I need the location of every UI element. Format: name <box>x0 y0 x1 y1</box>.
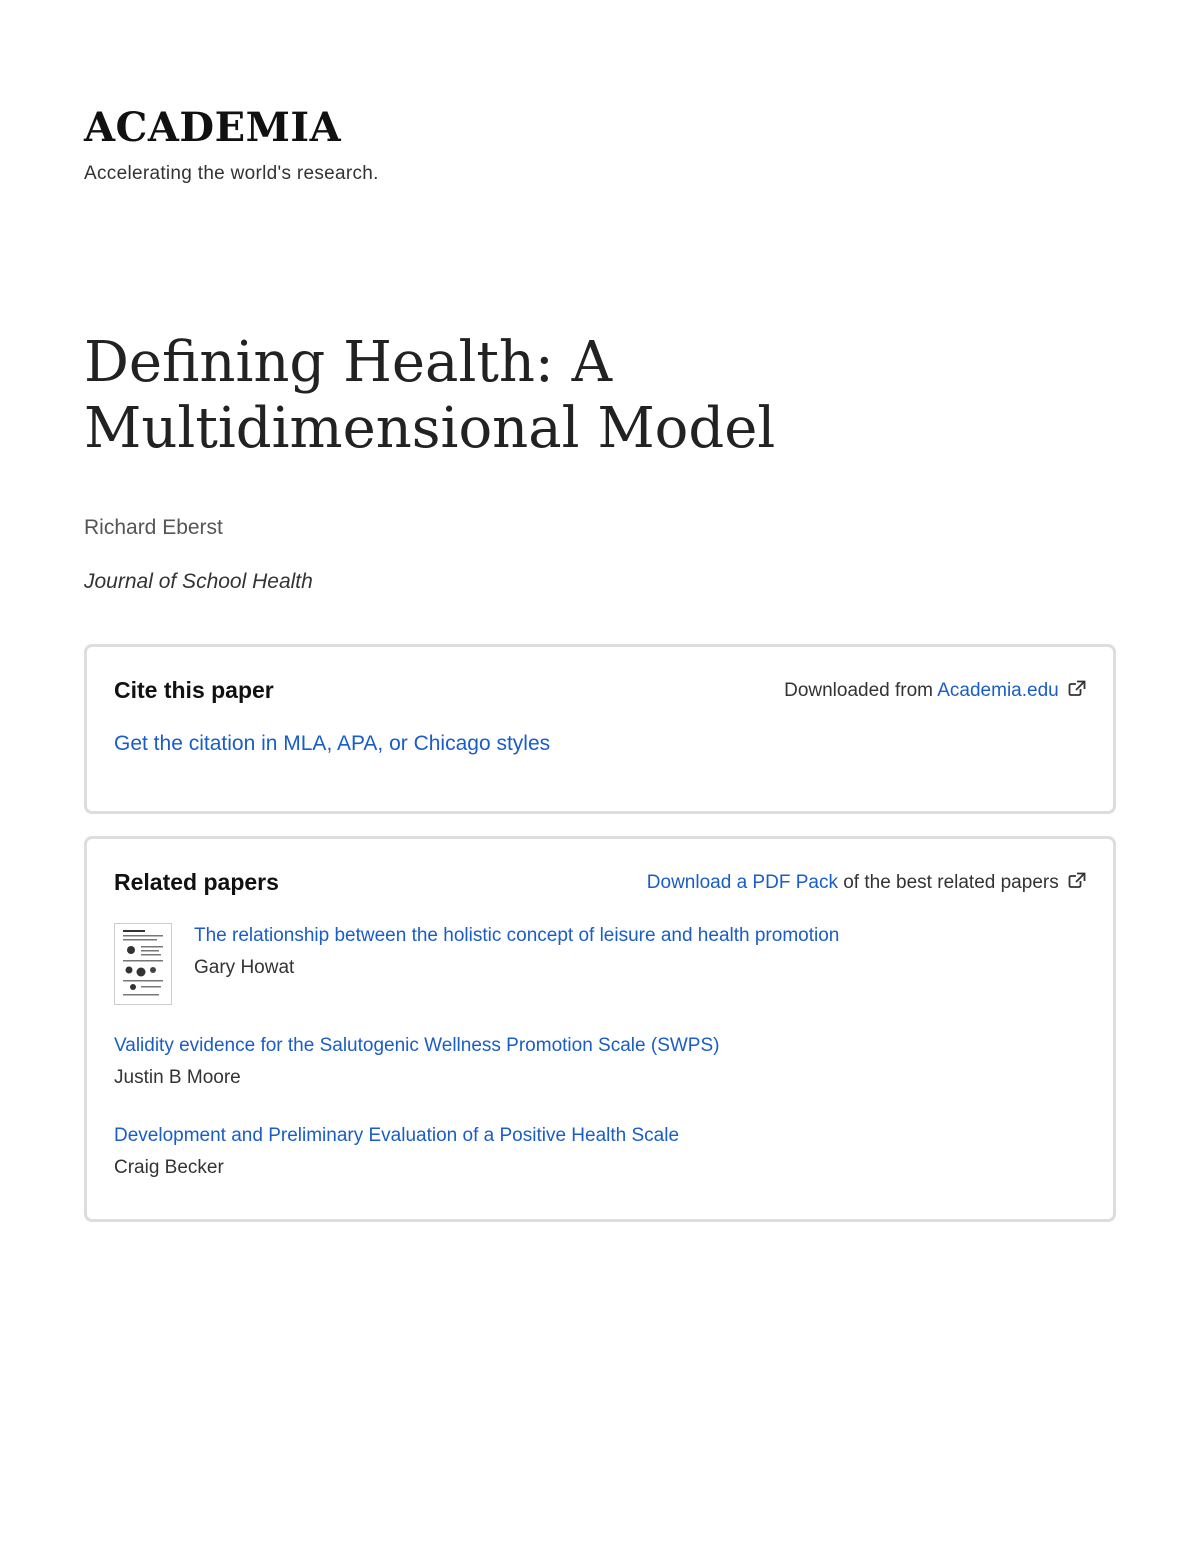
related-paper-title[interactable]: Validity evidence for the Salutogenic Wellness Promotion Scale (SWPS) <box>114 1035 720 1056</box>
download-pdf-pack-link[interactable]: Download a PDF Pack <box>646 872 838 893</box>
pdf-pack-note <box>647 872 1086 894</box>
related-paper-author: Justin B Moore <box>114 1067 241 1088</box>
paper-journal: Journal of School Health <box>84 570 313 593</box>
related-paper-title[interactable]: The relationship between the holistic concept of leisure and health promotion <box>194 925 840 946</box>
related-papers-card <box>84 836 1116 1222</box>
downloaded-from <box>784 680 1086 702</box>
paper-thumbnail[interactable] <box>114 923 172 1005</box>
pdf-pack-suffix: of the best related papers <box>843 872 1059 893</box>
cite-card <box>84 644 1116 814</box>
academia-edu-link[interactable]: Academia.edu <box>937 680 1059 701</box>
related-paper-author: Craig Becker <box>114 1157 224 1178</box>
related-item <box>114 1033 1074 1091</box>
cite-heading: Cite this paper <box>114 677 274 703</box>
downloaded-prefix: Downloaded from <box>784 680 934 701</box>
paper-author: Richard Eberst <box>84 516 223 539</box>
academia-logo[interactable]: ACADEMIA <box>84 104 342 151</box>
external-link-icon[interactable] <box>1068 872 1086 890</box>
paper-title: Defining Health: A Multidimensional Model <box>84 330 776 461</box>
tagline: Accelerating the world's research. <box>84 163 379 184</box>
related-heading: Related papers <box>114 869 279 895</box>
get-citation-link[interactable]: Get the citation in MLA, APA, or Chicago styles <box>114 732 551 755</box>
related-paper-author: Gary Howat <box>194 957 295 978</box>
related-item <box>114 1123 1074 1181</box>
related-paper-title[interactable]: Development and Preliminary Evaluation of a Positive Health Scale <box>114 1125 680 1146</box>
external-link-icon[interactable] <box>1068 680 1086 698</box>
